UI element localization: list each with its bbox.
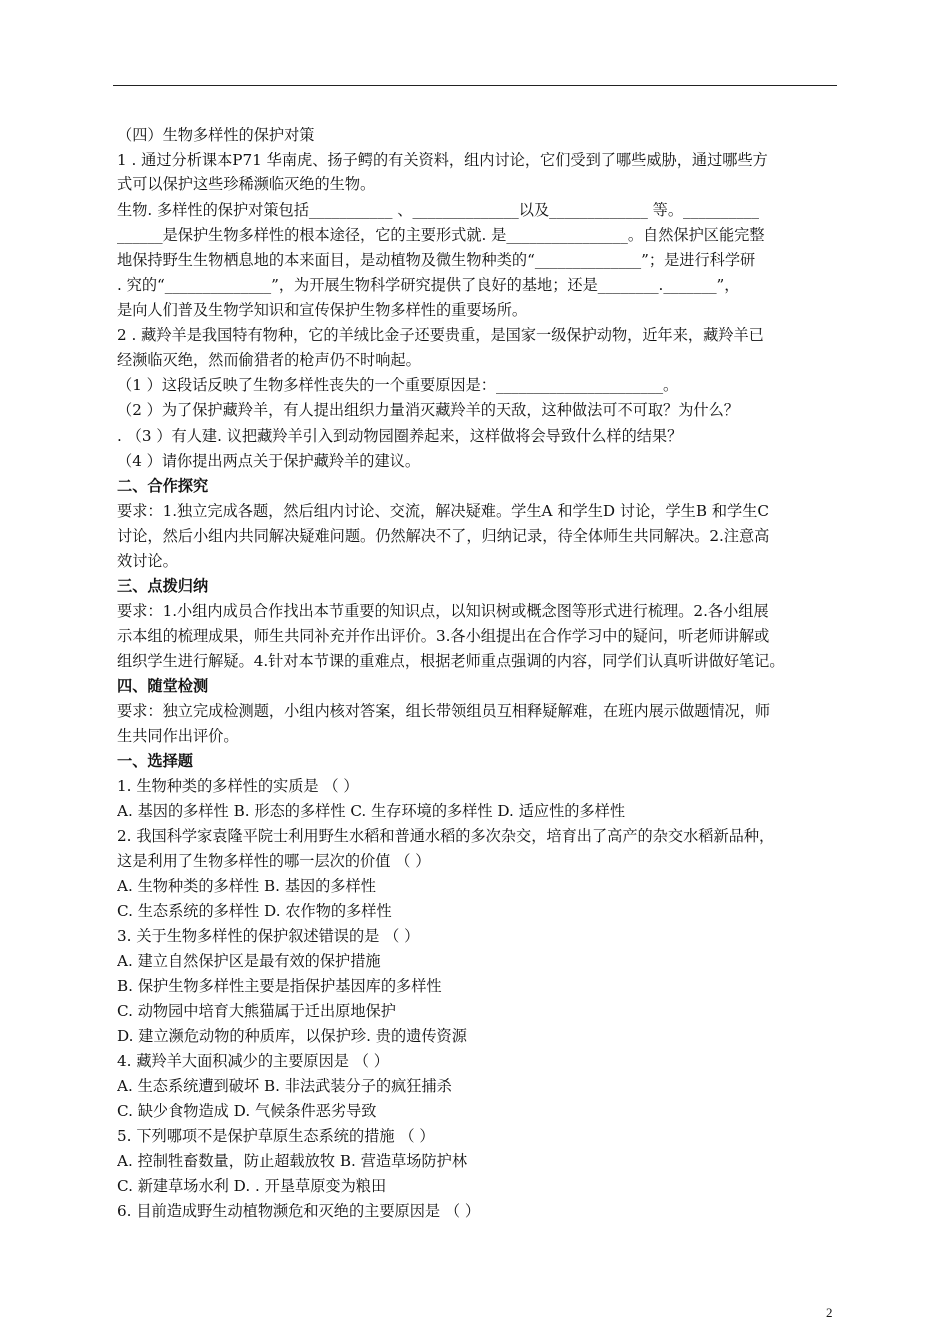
fill-blank-line: . 究的“______________”，为开展生物科学研究提供了良好的基地；还是________._______”，: [117, 276, 740, 294]
text-line: 示本组的梳理成果，师生共同补充并作出评价。3.各小组提出在合作学习中的疑问，听老师讲解或: [117, 627, 770, 645]
text-line: 式可以保护这些珍稀濒临灭绝的生物。: [117, 175, 376, 193]
section-heading-quiz: 四、随堂检测: [117, 677, 209, 695]
question-line: 5. 下列哪项不是保护草原生态系统的措施 （ ）: [117, 1127, 435, 1145]
option-line: A. 控制牲畜数量，防止超载放牧 B. 营造草场防护林: [117, 1152, 468, 1170]
question-line: 1. 生物种类的多样性的实质是 （ ）: [117, 777, 359, 795]
question-line: 3. 关于生物多样性的保护叙述错误的是 （ ）: [117, 927, 420, 945]
text-line: 讨论，然后小组内共同解决疑难问题。仍然解决不了，归纳记录，待全体师生共同解决。2.注意高: [117, 527, 770, 545]
question-line: 6. 目前造成野生动植物濒危和灭绝的主要原因是 （ ）: [117, 1202, 481, 1220]
text-line: 是向人们普及生物学知识和宣传保护生物多样性的重要场所。: [117, 301, 528, 319]
text-line: 生共同作出评价。: [117, 727, 239, 745]
text-line: 组织学生进行解疑。4.针对本节课的重难点，根据老师重点强调的内容，同学们认真听讲做好笔记。: [117, 652, 785, 670]
header-rule: [113, 85, 837, 86]
fill-blank-line: ______是保护生物多样性的根本途径，它的主要形式就. 是________________。自然保护区能完整: [117, 226, 765, 244]
text-line: 2 . 藏羚羊是我国特有物种，它的羊绒比金子还要贵重，是国家一级保护动物，近年来，藏羚羊已: [117, 326, 764, 344]
option-line: A. 建立自然保护区是最有效的保护措施: [117, 952, 381, 970]
text-line: 要求：1.小组内成员合作找出本节重要的知识点，以知识树或概念图等形式进行梳理。2.各小组展: [117, 602, 769, 620]
question-line: 2. 我国科学家袁隆平院士利用野生水稻和普通水稻的多次杂交，培育出了高产的杂交水稻新品种，: [117, 827, 775, 845]
section-heading-protection-strategies: （四）生物多样性的保护对策: [117, 126, 315, 144]
page-number: 2: [826, 1305, 833, 1320]
option-line: C. 新建草场水利 D. . 开垦草原变为粮田: [117, 1177, 387, 1195]
question-line: 这是利用了生物多样性的哪一层次的价值 （ ）: [117, 852, 431, 870]
section-heading-cooperation: 二、合作探究: [117, 477, 209, 495]
option-line: A. 生态系统遭到破坏 B. 非法武装分子的疯狂捕杀: [117, 1077, 452, 1095]
section-heading-choice: 一、选择题: [117, 752, 193, 770]
option-line: D. 建立濒危动物的种质库，以保护珍. 贵的遗传资源: [117, 1027, 467, 1045]
text-line: 经濒临灭绝，然而偷猎者的枪声仍不时响起。: [117, 351, 421, 369]
question-line: 4. 藏羚羊大面积减少的主要原因是 （ ）: [117, 1052, 389, 1070]
option-line: B. 保护生物多样性主要是指保护基因库的多样性: [117, 977, 442, 995]
question-line: （4 ）请你提出两点关于保护藏羚羊的建议。: [117, 452, 421, 470]
question-line: （2 ）为了保护藏羚羊，有人提出组织力量消灭藏羚羊的天敌，这种做法可不可取？为什么？: [117, 401, 739, 419]
text-line: 效讨论。: [117, 552, 178, 570]
question-line: （1 ）这段话反映了生物多样性丧失的一个重要原因是：______________________。: [117, 376, 679, 394]
option-line: A. 基因的多样性 B. 形态的多样性 C. 生存环境的多样性 D. 适应性的多样性: [117, 802, 626, 820]
section-heading-summary: 三、点拨归纳: [117, 577, 209, 595]
fill-blank-line: 生物. 多样性的保护对策包括___________ 、______________以及_____________ 等。__________: [117, 201, 759, 219]
question-line: . （3 ）有人建. 议把藏羚羊引入到动物园圈养起来，这样做将会导致什么样的结果？: [117, 427, 683, 445]
text-line: 要求：1.独立完成各题，然后组内讨论、交流，解决疑难。学生A 和学生D 讨论，学生B 和学生C: [117, 502, 770, 520]
option-line: C. 缺少食物造成 D. 气候条件恶劣导致: [117, 1102, 377, 1120]
option-line: A. 生物种类的多样性 B. 基因的多样性: [117, 877, 376, 895]
text-line: 1 . 通过分析课本P71 华南虎、扬子鳄的有关资料，组内讨论，它们受到了哪些威胁，通过哪些方: [117, 151, 768, 169]
option-line: C. 动物园中培育大熊猫属于迁出原地保护: [117, 1002, 396, 1020]
text-line: 要求：独立完成检测题，小组内核对答案，组长带领组员互相释疑解难，在班内展示做题情况，师: [117, 702, 771, 720]
fill-blank-line: 地保持野生生物栖息地的本来面目，是动植物及微生物种类的“______________”；是进行科学研: [117, 251, 756, 269]
option-line: C. 生态系统的多样性 D. 农作物的多样性: [117, 902, 392, 920]
